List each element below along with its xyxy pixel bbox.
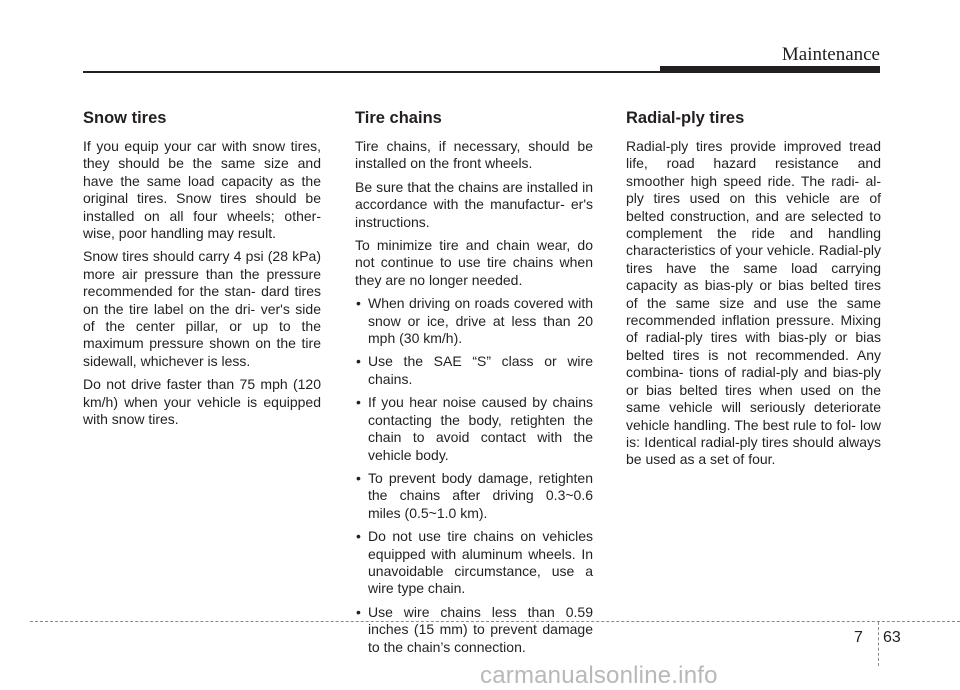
paragraph: Tire chains, if necessary, should be installed on the front wheels. (355, 138, 593, 172)
column-snow-tires (83, 108, 321, 435)
page-number: 63 (883, 629, 901, 646)
column-tire-chains (355, 108, 593, 662)
list-item: • If you hear noise caused by chains contacting the body, retighten the chain to avoid contact with the vehicle body. (355, 394, 593, 464)
heading-tire-chains: Tire chains (355, 109, 442, 127)
paragraph: Snow tires should carry 4 psi (28 kPa) more air pressure than the pressure recommended for the stan- dard tires on the tire label on the dri- ver's side of the center pillar, or up to the maximum pressure shown on the tire sidewall, whichever is less. (83, 248, 321, 369)
list-item: • When driving on roads covered with snow or ice, drive at less than 20 mph (30 km/h). (355, 295, 593, 347)
list-item: • Use wire chains less than 0.59 inches (15 mm) to prevent damage to the chain’s connection. (355, 604, 593, 656)
header-rule-bar (660, 66, 880, 73)
chapter-number: 7 (854, 629, 863, 646)
section-title: Maintenance (781, 44, 880, 65)
list-item: • To prevent body damage, retighten the chains after driving 0.3~0.6 miles (0.5~1.0 km). (355, 470, 593, 522)
paragraph: Be sure that the chains are installed in accordance with the manufactur- er's instructions. (355, 178, 593, 230)
paragraph: Do not drive faster than 75 mph (120 km/h) when your vehicle is equipped with snow tires. (83, 376, 321, 428)
heading-radial-ply-tires: Radial-ply tires (626, 109, 745, 127)
paragraph: Radial-ply tires provide improved tread life, road hazard resistance and smoother high speed ride. The radi- al-ply tires used on this vehicle are of belted construction, and are selected to complement the ride and handling characteristics of your vehicle. Radial-ply tires have the same load carrying capacity as bias-ply or bias belted tires of the same size and use the same recommended inflation pressure. Mixing of radial-ply tires with bias-ply or bias belted tires is not recommended. Any combina- tions of radial-ply and bias-ply or bias belted tires when used on the same vehicle will seriously deteriorate vehicle handling. The best rule to fol- low is: Identical radial-ply tires should always be used as a set of four. (626, 138, 881, 468)
column-radial-ply-tires (626, 108, 881, 475)
watermark: carmanualsonline.info (480, 662, 718, 689)
page-number-divider (878, 622, 879, 666)
heading-snow-tires: Snow tires (83, 109, 167, 127)
footer-rule (30, 621, 960, 622)
paragraph: To minimize tire and chain wear, do not continue to use tire chains when they are no longer needed. (355, 237, 593, 288)
bullet-list (355, 295, 593, 656)
header-rule (83, 71, 660, 73)
list-item: • Do not use tire chains on vehicles equipped with aluminum wheels. In unavoidable circumstance, use a wire type chain. (355, 528, 593, 598)
paragraph: If you equip your car with snow tires, they should be the same size and have the same load capacity as the original tires. Snow tires should be installed on all four wheels; other- wise, poor handling may result. (83, 138, 321, 242)
list-item: • Use the SAE “S” class or wire chains. (355, 353, 593, 388)
